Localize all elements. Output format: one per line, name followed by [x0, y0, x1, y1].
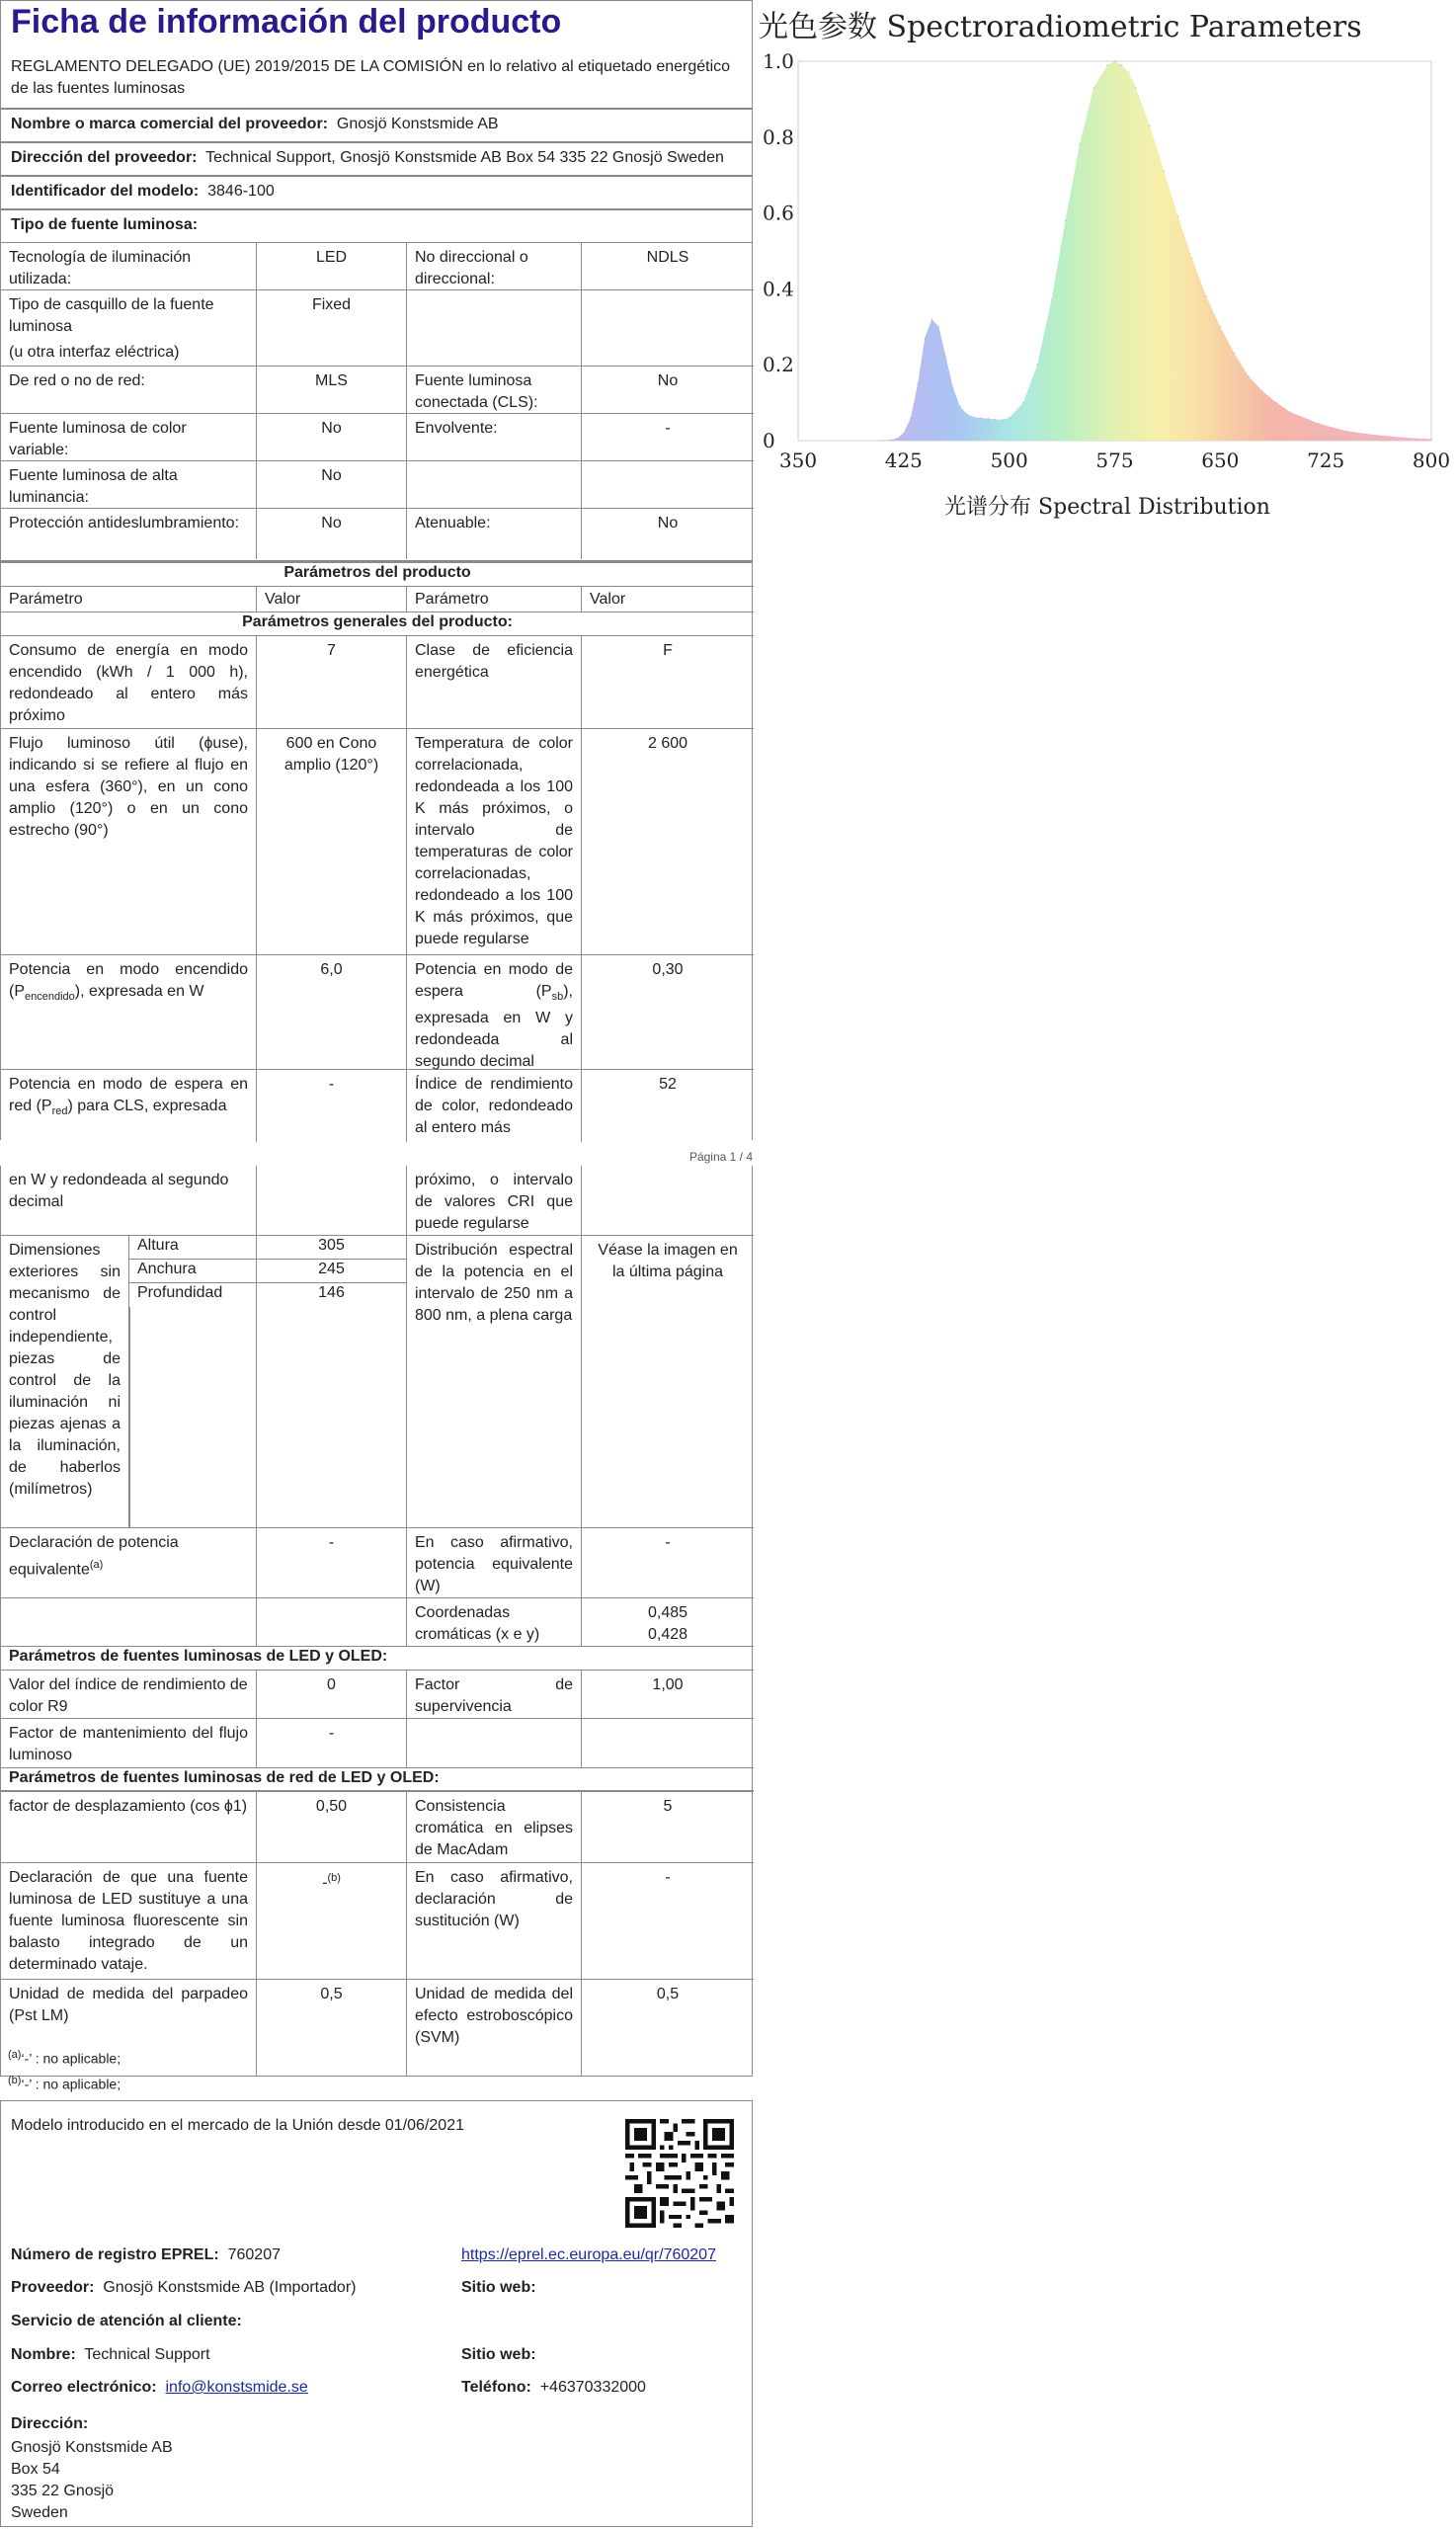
table-row	[1, 290, 754, 367]
pst-value: 0,5	[257, 1980, 407, 2077]
service-label: Servicio de atención al cliente:	[11, 2313, 242, 2329]
table-row	[1, 1528, 754, 1598]
data-point	[1318, 423, 1320, 425]
replace-label: Declaración de que una fuente luminosa de LED sustituye a una fuente luminosa fluorescente sin balasto integrado de un determinado vataje.	[1, 1863, 257, 1979]
address-block	[11, 2437, 173, 2524]
data-point	[1177, 216, 1179, 218]
spectral-chart	[759, 0, 1456, 533]
address-line: 335 22 Gnosjö	[11, 2483, 115, 2499]
type-label-empty	[407, 290, 582, 366]
pst-label: Unidad de medida del parpadeo (Pst LM)	[1, 1980, 257, 2077]
cct-label: Temperatura de color correlacionada, redondeada a los 100 K más próximos, o intervalo de temperaturas de color correlacionadas, redondeado a los 100 K más próximos, que puede regularse	[407, 729, 582, 954]
data-point	[959, 406, 961, 408]
data-point	[1430, 439, 1432, 441]
type-label-glare: Protección antideslumbramiento:	[1, 509, 257, 559]
type-label-directional: No direccional o direccional:	[407, 243, 582, 289]
type-label-dimmable: Atenuable:	[407, 509, 582, 559]
maintenance-value: -	[257, 1719, 407, 1767]
table-row	[1, 955, 754, 1070]
y-tick-label: 0.8	[763, 124, 794, 149]
dim-name-height: Altura	[129, 1236, 257, 1260]
data-point	[903, 433, 905, 435]
x-tick-label: 725	[1307, 449, 1345, 472]
standby-label-b: ), expresada en W y redondeada al segundo decimal	[415, 983, 573, 1071]
led-title: Parámetros de fuentes luminosas de LED y OLED:	[9, 1648, 388, 1665]
table-row	[1, 461, 754, 509]
replace2-value: -	[665, 1869, 671, 1886]
network-standby-label	[1, 1070, 257, 1142]
data-point	[1121, 64, 1123, 66]
data-point	[1051, 299, 1053, 301]
data-point	[1114, 60, 1116, 62]
replace2-label: En caso afirmativo, declaración de sustitución (W)	[407, 1863, 582, 1979]
supplier-address-row	[0, 142, 753, 176]
market-intro: Modelo introducido en el mercado de la Unión desde 01/06/2021	[11, 2117, 464, 2134]
data-point	[1261, 390, 1263, 392]
reg-value: 760207	[227, 2246, 281, 2263]
table-row	[1, 1236, 754, 1528]
energy-value: 7	[257, 636, 407, 728]
dim-value-depth: 146	[257, 1283, 407, 1307]
type-value-blank	[582, 461, 754, 508]
general-title: Parámetros generales del producto:	[242, 613, 513, 630]
type-label-mains: De red o no de red:	[1, 367, 257, 413]
table-row	[1, 1598, 754, 1647]
data-point	[1248, 375, 1250, 377]
data-point	[995, 419, 997, 421]
data-point	[1022, 402, 1024, 404]
x-tick-label: 500	[990, 449, 1028, 472]
contact-name-label: Nombre:	[11, 2346, 76, 2363]
cri-value: 52	[659, 1076, 677, 1093]
data-point	[917, 383, 919, 385]
col-header-param-2: Parámetro	[407, 587, 582, 612]
data-point	[1149, 124, 1151, 126]
data-point	[1290, 411, 1292, 413]
network-standby-label-c: en W y redondeada al segundo decimal	[1, 1166, 257, 1235]
data-point	[1164, 171, 1166, 173]
table-row	[1, 414, 754, 461]
table-row	[1, 1719, 754, 1768]
data-point	[1346, 431, 1348, 433]
data-point	[1009, 417, 1011, 419]
standby-value: 0,30	[652, 961, 684, 978]
eprel-box	[0, 2100, 753, 2527]
data-point	[1036, 364, 1038, 366]
energy-label: Consumo de energía en modo encendido (kWh / 1 000 h), redondeado al entero más próximo	[1, 636, 257, 728]
standby-label-a: Potencia en modo de espera (P	[415, 961, 573, 1000]
blank-cell	[407, 1719, 582, 1767]
efficiency-label: Clase de eficiencia energética	[407, 636, 582, 728]
table-row	[1, 636, 754, 729]
params-header-row	[1, 587, 754, 612]
params-title: Parámetros del producto	[283, 564, 471, 581]
phone-label: Teléfono:	[461, 2379, 531, 2396]
address-line: Gnosjö Konstsmide AB	[11, 2439, 173, 2456]
cos-label: factor de desplazamiento (cos ϕ1)	[1, 1792, 257, 1862]
type-label-colour: Fuente luminosa de color variable:	[1, 414, 257, 460]
data-point	[1079, 144, 1081, 146]
x-tick-label: 650	[1201, 449, 1240, 472]
col-header-param: Parámetro	[1, 587, 257, 612]
x-tick-label: 575	[1095, 449, 1134, 472]
model-row	[0, 176, 753, 209]
table-row	[1, 509, 754, 559]
model-label: Identificador del modelo:	[11, 183, 200, 200]
eprel-url-link[interactable]: https://eprel.ec.europa.eu/qr/760207	[461, 2246, 716, 2263]
table-row	[1, 1671, 754, 1719]
type-label-tech: Tecnología de iluminación utilizada:	[1, 243, 257, 289]
equiv-label-text: Declaración de potencia equivalente	[9, 1534, 179, 1579]
table-row	[1, 243, 754, 290]
standby-label	[407, 955, 582, 1069]
data-point	[896, 438, 898, 440]
power-on-value: 6,0	[257, 955, 407, 1069]
chroma-values	[582, 1598, 754, 1646]
page-number: Página 1 / 4	[688, 1150, 753, 1164]
footnote-b	[8, 2075, 121, 2092]
address-line: Sweden	[11, 2504, 68, 2521]
website-label-2: Sitio web:	[461, 2346, 536, 2363]
chroma-label: Coordenadas cromáticas (x e y)	[407, 1598, 582, 1646]
type-value-cap: Fixed	[257, 290, 407, 366]
general-title-row	[1, 612, 754, 636]
power-on-label-b: ), expresada en W	[74, 983, 204, 1000]
col-header-value: Valor	[257, 587, 407, 612]
header-box	[0, 0, 753, 109]
flux-label: Flujo luminoso útil (ϕuse), indicando si se refiere al flujo en una esfera (360°), en un cono amplio (120°) o en un cono estrecho (90°)	[1, 729, 257, 954]
equiv-label	[1, 1528, 257, 1597]
dim-name-depth: Profundidad	[129, 1283, 257, 1307]
params-title-row	[1, 563, 754, 587]
type-label-cap-sub: (u otra interfaz eléctrica)	[9, 344, 180, 361]
y-tick-label: 1.0	[763, 49, 794, 73]
svm-label: Unidad de medida del efecto estroboscópico (SVM)	[407, 1980, 582, 2077]
svm-value: 0,5	[656, 1986, 680, 2002]
supplier-address-label: Dirección del proveedor:	[11, 149, 198, 166]
blank-cell	[129, 1307, 257, 1528]
type-value-envelope: -	[665, 420, 671, 437]
params-table-page2	[0, 1166, 753, 2077]
replace-sup: (b)	[327, 1872, 341, 1884]
type-value-glare: No	[257, 509, 407, 559]
data-point	[924, 338, 926, 340]
r9-label: Valor del índice de rendimiento de color R9	[1, 1671, 257, 1718]
r9-value: 0	[257, 1671, 407, 1718]
x-tick-label: 425	[884, 449, 923, 472]
type-label-luminance: Fuente luminosa de alta luminancia:	[1, 461, 257, 508]
blank-cell	[1, 1598, 257, 1646]
dimensions-label: Dimensiones exteriores sin mecanismo de control independiente, piezas de control de la iluminación ni piezas ajenas a la iluminación, de haberlos (milímetros)	[1, 1236, 129, 1527]
blank-cell	[257, 1307, 407, 1528]
footnote-a	[8, 2049, 121, 2067]
equiv2-value: -	[665, 1534, 671, 1551]
x-tick-label: 800	[1412, 449, 1451, 472]
dim-name-width: Anchura	[129, 1260, 257, 1283]
data-point	[945, 357, 947, 359]
table-row	[1, 1863, 754, 1980]
type-value-luminance: No	[257, 461, 407, 508]
data-point	[1276, 402, 1278, 404]
power-on-sub: encendido	[25, 991, 75, 1004]
chroma-x: 0,485	[647, 1604, 688, 1621]
spectral-area	[882, 61, 1431, 441]
blank-cell	[257, 1598, 407, 1646]
dim-value-height: 305	[257, 1236, 407, 1260]
y-tick-label: 0.4	[763, 277, 794, 301]
type-value-colour: No	[257, 414, 407, 460]
data-point	[1092, 87, 1094, 89]
type-value-tech: LED	[257, 243, 407, 289]
network-standby-sub: red	[51, 1105, 68, 1118]
footnote-a-mark: (a)	[8, 2049, 22, 2061]
maintenance-label: Factor de mantenimiento del flujo luminoso	[1, 1719, 257, 1767]
footnote-a-text: ‘-’ : no aplicable;	[21, 2050, 121, 2067]
data-point	[1234, 353, 1236, 355]
type-value-cls: No	[657, 372, 679, 389]
led-title-row	[1, 1647, 754, 1671]
data-point	[1002, 419, 1004, 421]
chroma-y: 0,428	[647, 1626, 688, 1643]
data-point	[1128, 72, 1130, 74]
footnote-b-text: ‘-’ : no aplicable;	[21, 2076, 121, 2092]
blank-cell	[257, 1166, 407, 1235]
data-point	[973, 416, 975, 418]
type-value-mains: MLS	[257, 367, 407, 413]
equiv2-label: En caso afirmativo, potencia equivalente (W)	[407, 1528, 582, 1597]
data-point	[931, 318, 933, 320]
data-point	[966, 413, 968, 415]
y-tick-label: 0.2	[763, 353, 794, 377]
data-point	[1191, 258, 1193, 260]
supplier-name: Gnosjö Konstsmide AB	[336, 116, 499, 132]
type-label-blank	[407, 461, 582, 508]
table-row	[1, 729, 754, 955]
dimensions-subtable	[129, 1236, 407, 1307]
macadam-label: Consistencia cromática en elipses de MacAdam	[407, 1792, 582, 1862]
replace-value-text: -	[322, 1874, 328, 1892]
type-label-envelope: Envolvente:	[407, 414, 582, 460]
website-label: Sitio web:	[461, 2279, 536, 2296]
blank-cell	[582, 1719, 754, 1767]
supplier-address: Technical Support, Gnosjö Konstsmide AB Box 54 335 22 Gnosjö Sweden	[205, 149, 724, 166]
data-point	[1403, 437, 1405, 439]
provider-label: Proveedor:	[11, 2279, 95, 2296]
provider-value: Gnosjö Konstsmide AB (Importador)	[103, 2279, 357, 2296]
data-point	[1065, 219, 1067, 221]
network-standby-label-b: ) para CLS, expresada	[67, 1098, 227, 1114]
col-header-value-2: Valor	[590, 591, 626, 608]
network-standby-label-a: Potencia en modo de espera en red (P	[9, 1076, 248, 1114]
data-point	[1135, 87, 1137, 89]
data-point	[1220, 326, 1222, 328]
table-row	[1, 1792, 754, 1863]
reg-label: Número de registro EPREL:	[11, 2246, 219, 2263]
flux-value: 600 en Cono amplio (120°)	[257, 729, 407, 954]
data-point	[1205, 295, 1207, 297]
spd-value: Véase la imagen en la última página	[598, 1242, 738, 1280]
email-label: Correo electrónico:	[11, 2379, 157, 2396]
supplier-name-label: Nombre o marca comercial del proveedor:	[11, 116, 328, 132]
type-label-cap-main: Tipo de casquillo de la fuente luminosa	[9, 296, 214, 335]
contact-name-value: Technical Support	[84, 2346, 210, 2363]
type-value-directional: NDLS	[646, 249, 689, 266]
page-title: Ficha de información del producto	[11, 3, 562, 41]
type-value-empty	[582, 290, 754, 366]
equiv-sup: (a)	[89, 1559, 104, 1571]
survival-label: Factor de supervivencia	[407, 1671, 582, 1718]
survival-value: 1,00	[652, 1676, 684, 1693]
mains-title-row	[1, 1768, 754, 1792]
data-point	[980, 417, 982, 419]
table-row	[1, 367, 754, 414]
data-point	[988, 418, 990, 420]
cri-label-a: Índice de rendimiento de color, redondeado al entero más	[407, 1070, 582, 1142]
chart-title: 光色参数 Spectroradiometric Parameters	[759, 10, 1362, 44]
type-heading: Tipo de fuente luminosa:	[11, 216, 199, 233]
type-label-cap	[1, 290, 257, 366]
type-table	[0, 243, 753, 561]
cri-label-b: próximo, o intervalo de valores CRI que puede regularse	[407, 1166, 582, 1235]
cos-value: 0,50	[257, 1792, 407, 1862]
spd-label: Distribución espectral de la potencia en el intervalo de 250 nm a 800 nm, a plena carga	[407, 1236, 582, 1527]
power-on-label	[1, 955, 257, 1069]
network-standby-value: -	[257, 1070, 407, 1142]
efficiency-value: F	[663, 642, 673, 659]
data-point	[1374, 434, 1376, 436]
equiv-value: -	[257, 1528, 407, 1597]
footnote-b-mark: (b)	[8, 2075, 22, 2086]
phone-value: +46370332000	[539, 2379, 646, 2396]
replace-value	[257, 1863, 407, 1979]
chart-svg	[759, 0, 1456, 533]
y-tick-label: 0	[763, 429, 775, 452]
type-label-cls: Fuente luminosa conectada (CLS):	[407, 367, 582, 413]
data-point	[1107, 64, 1109, 66]
data-point	[938, 326, 940, 328]
dim-value-width: 245	[257, 1260, 407, 1283]
type-value-dimmable: No	[657, 515, 679, 531]
params-table-page1	[0, 561, 753, 1140]
data-point	[910, 417, 912, 419]
table-row	[1, 1166, 754, 1236]
power-on-label-a: Potencia en modo encendido (P	[9, 961, 248, 1000]
x-axis-label: 光谱分布 Spectral Distribution	[944, 495, 1270, 520]
table-row	[1, 1070, 754, 1142]
supplier-name-row	[0, 109, 753, 142]
standby-sub: sb	[551, 991, 564, 1004]
email-link[interactable]: info@konstsmide.se	[165, 2379, 308, 2396]
blank-cell	[582, 1166, 754, 1235]
macadam-value: 5	[663, 1798, 673, 1815]
data-point	[952, 386, 954, 388]
y-tick-label: 0.6	[763, 201, 794, 225]
data-point	[882, 440, 884, 442]
type-heading-row	[0, 209, 753, 243]
model-id: 3846-100	[207, 183, 275, 200]
qr-code-icon[interactable]	[625, 2119, 734, 2228]
cct-value: 2 600	[647, 735, 688, 752]
x-tick-label: 350	[778, 449, 818, 472]
mains-title: Parámetros de fuentes luminosas de red de LED y OLED:	[9, 1769, 440, 1786]
address-line: Box 54	[11, 2461, 60, 2478]
address-label: Dirección:	[11, 2415, 89, 2432]
regulation-text: REGLAMENTO DELEGADO (UE) 2019/2015 DE LA COMISIÓN en lo relativo al etiquetado energético de las fuentes luminosas	[11, 58, 731, 97]
